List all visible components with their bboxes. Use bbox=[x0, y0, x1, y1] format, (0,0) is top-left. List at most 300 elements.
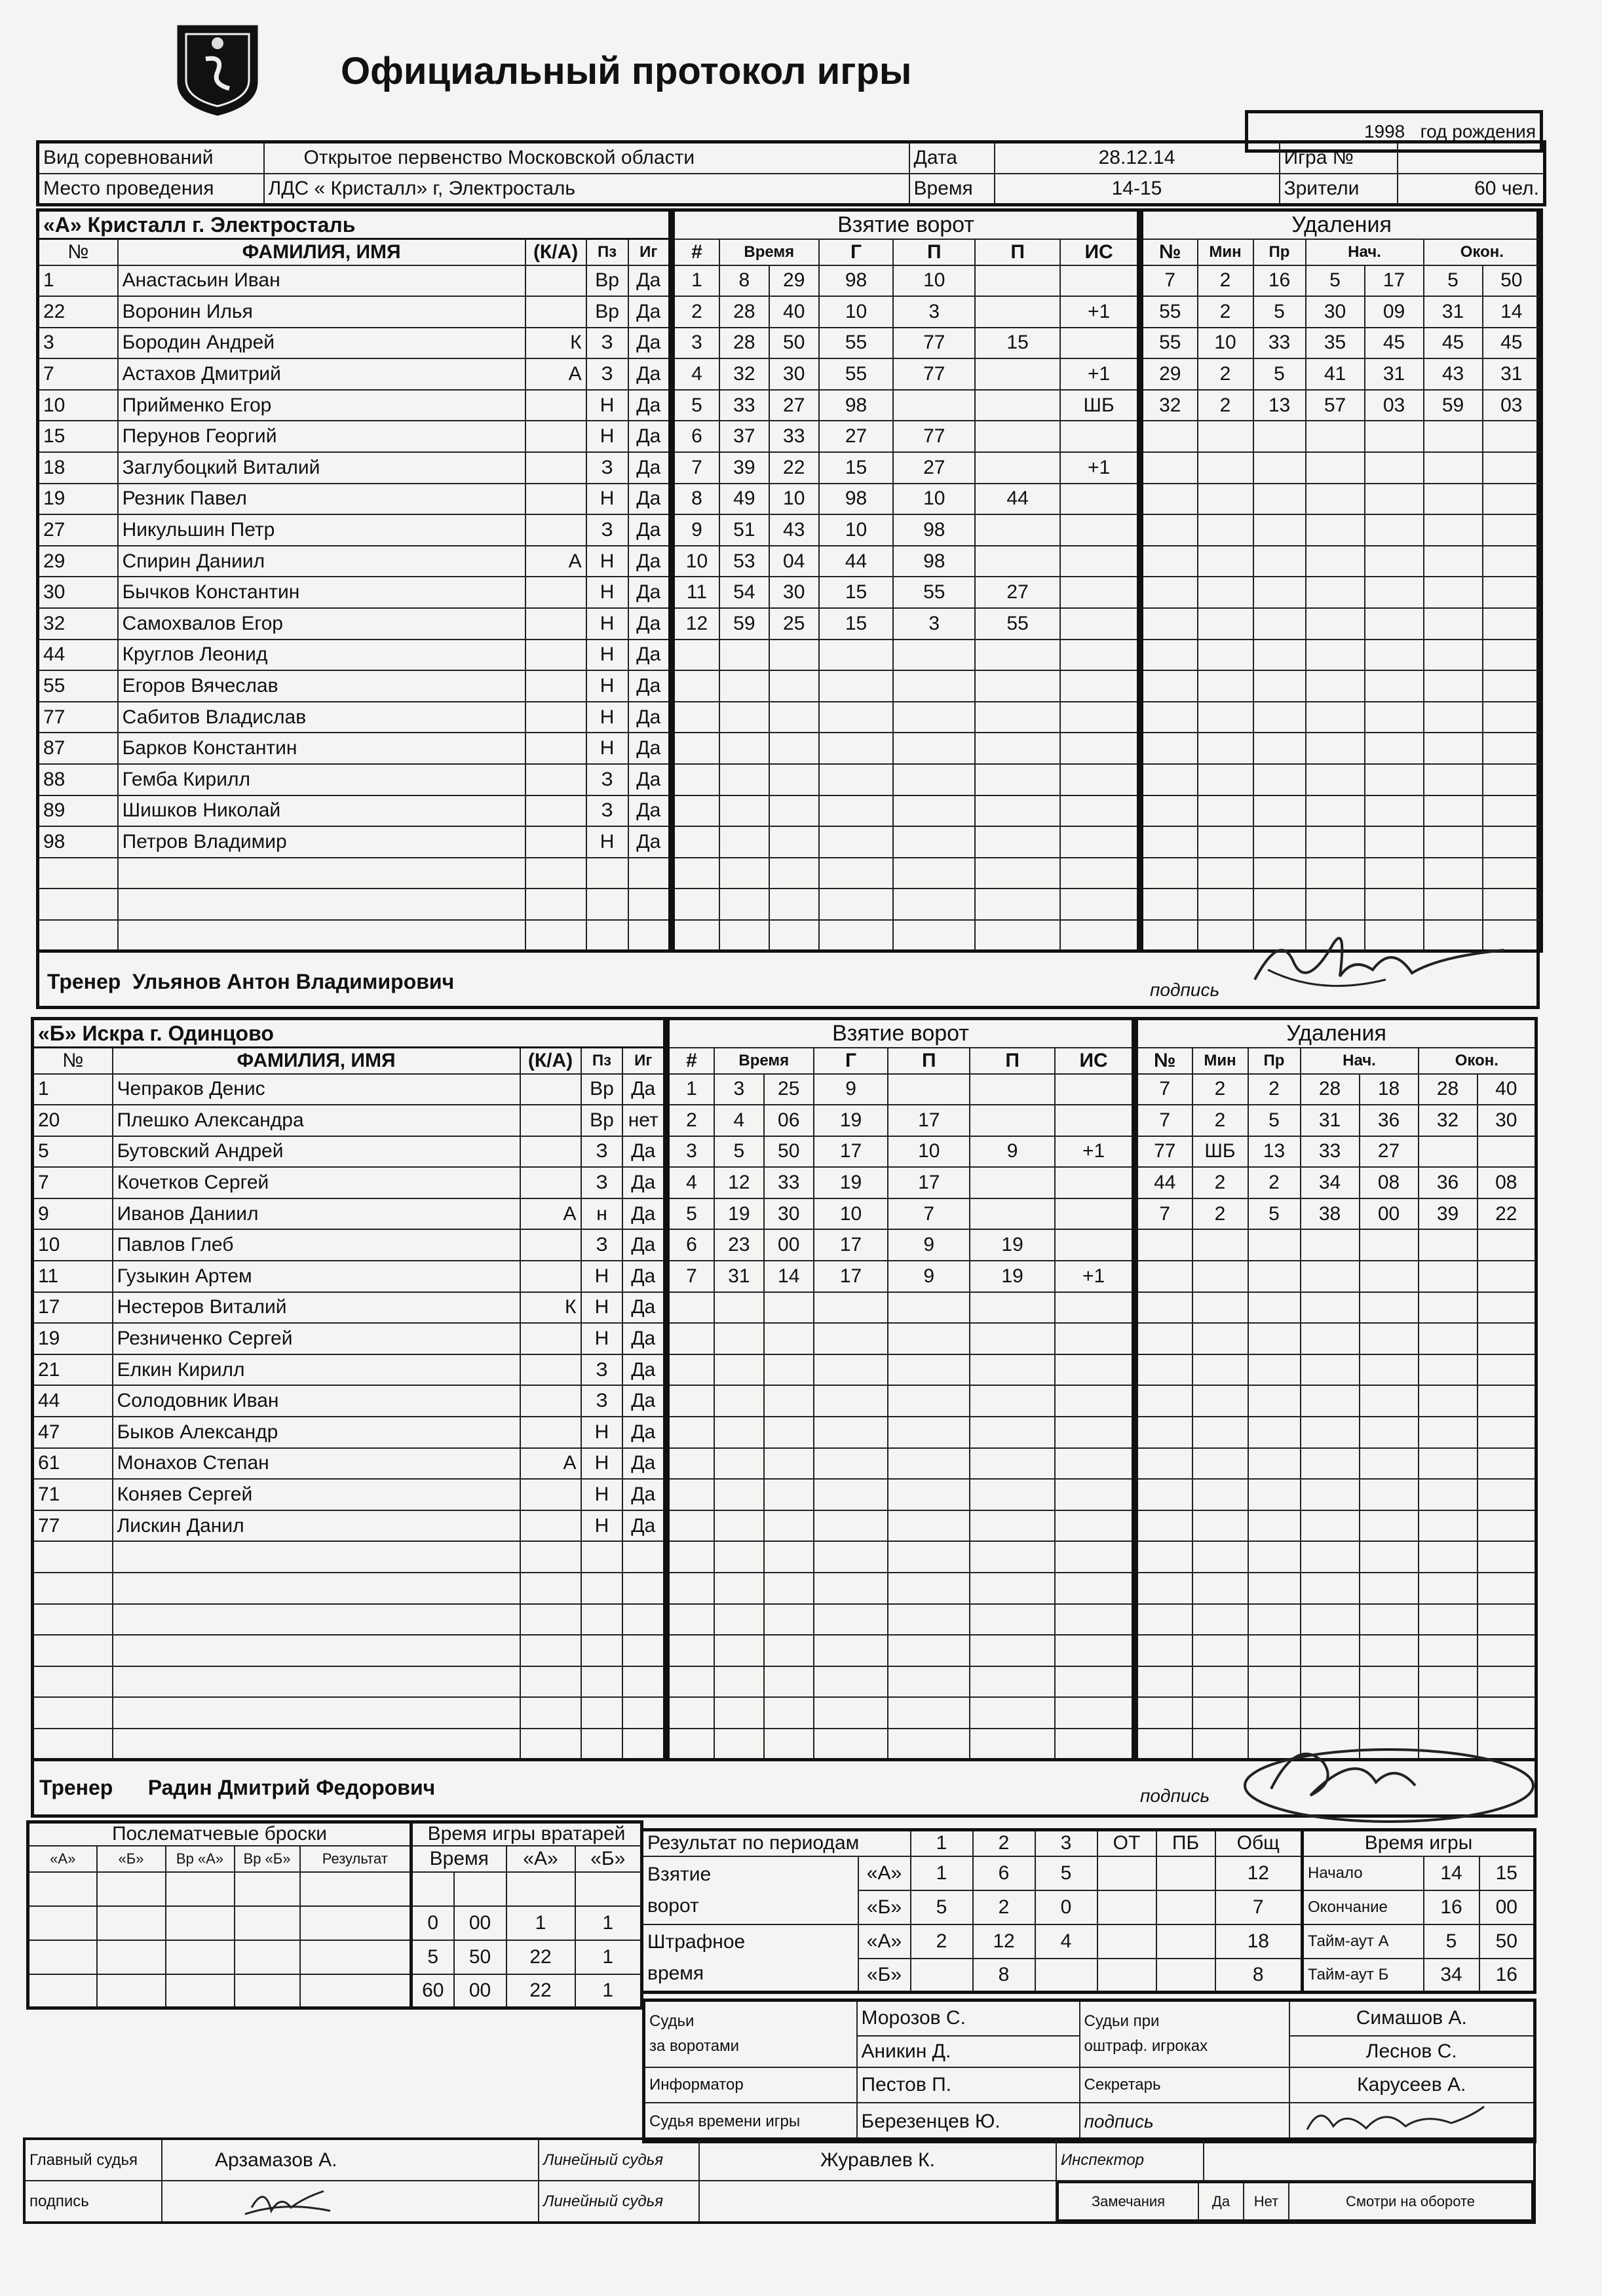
goalie-time-title: Время игры вратарей bbox=[411, 1822, 642, 1846]
goal-number: 3 bbox=[668, 1136, 714, 1168]
table-row bbox=[33, 1105, 665, 1136]
col-assist-2: П bbox=[975, 239, 1060, 265]
pen-player-number: 7 bbox=[1137, 1074, 1192, 1105]
goals-label: Взятие ворот bbox=[642, 1856, 858, 1924]
table-row bbox=[1137, 1385, 1536, 1417]
col-pz: Пз bbox=[586, 239, 628, 265]
goal-scorer: 10 bbox=[819, 514, 894, 546]
player-role bbox=[525, 296, 586, 328]
pen-start-sec: 09 bbox=[1365, 296, 1424, 328]
table-row bbox=[668, 1198, 1134, 1230]
pen-minutes: 2 bbox=[1198, 390, 1253, 421]
game-time-min: 5 bbox=[1424, 1924, 1479, 1959]
player-number: 47 bbox=[33, 1417, 113, 1448]
player-position: Вр bbox=[586, 296, 628, 328]
player-played: нет bbox=[622, 1105, 664, 1136]
pen-start-min: 33 bbox=[1301, 1136, 1360, 1168]
table-row bbox=[38, 920, 670, 951]
secretary-label: Секретарь bbox=[1080, 2067, 1289, 2103]
player-number: 1 bbox=[33, 1074, 113, 1105]
player-role bbox=[525, 608, 586, 640]
player-played: Да bbox=[628, 514, 670, 546]
secretary-signature-label: подпись bbox=[1080, 2103, 1289, 2142]
pen-minutes: 2 bbox=[1192, 1198, 1248, 1230]
table-row bbox=[1142, 296, 1542, 328]
period-value bbox=[1156, 1856, 1215, 1890]
shootout-col: «А» bbox=[28, 1846, 97, 1872]
player-role bbox=[520, 1136, 581, 1168]
pen-player-number: 55 bbox=[1142, 328, 1198, 359]
table-row bbox=[38, 826, 670, 858]
table-row bbox=[1137, 1323, 1536, 1354]
player-number: 5 bbox=[33, 1136, 113, 1168]
pen-player-number: 32 bbox=[1142, 390, 1198, 421]
player-played: Да bbox=[628, 608, 670, 640]
goal-scorer: 17 bbox=[814, 1136, 888, 1168]
player-name: Лискин Данил bbox=[113, 1510, 520, 1542]
table-row bbox=[33, 1261, 665, 1292]
pen-end-sec: 14 bbox=[1483, 296, 1542, 328]
table-row bbox=[1137, 1261, 1536, 1292]
pen-start-min: 28 bbox=[1301, 1074, 1360, 1105]
goal-judges-label: Судьи за воротами bbox=[644, 2000, 857, 2067]
player-name: Солодовник Иван bbox=[113, 1385, 520, 1417]
player-number: 1 bbox=[38, 265, 118, 297]
player-role bbox=[525, 764, 586, 795]
pen-minutes: 2 bbox=[1192, 1105, 1248, 1136]
player-number: 27 bbox=[38, 514, 118, 546]
player-played: Да bbox=[628, 328, 670, 359]
player-position: н bbox=[581, 1198, 623, 1230]
table-row bbox=[38, 795, 670, 827]
period-value: 6 bbox=[973, 1856, 1035, 1890]
game-time-sec: 16 bbox=[1479, 1959, 1535, 1993]
player-role bbox=[525, 702, 586, 733]
player-number: 22 bbox=[38, 296, 118, 328]
period-col: ОТ bbox=[1097, 1830, 1156, 1856]
table-row bbox=[1137, 1198, 1536, 1230]
goal-situation bbox=[1055, 1167, 1133, 1198]
game-time-sec: 50 bbox=[1479, 1924, 1535, 1959]
period-value bbox=[1097, 1924, 1156, 1959]
player-position: Н bbox=[581, 1510, 623, 1542]
player-name: Егоров Вячеслав bbox=[118, 670, 525, 702]
head-ref-signature-label: подпись bbox=[24, 2181, 162, 2223]
table-row bbox=[1142, 858, 1542, 889]
informer-value: Пестов П. bbox=[857, 2067, 1080, 2103]
player-number: 71 bbox=[33, 1479, 113, 1510]
player-name: Астахов Дмитрий bbox=[118, 358, 525, 390]
table-row bbox=[33, 1510, 665, 1542]
table-row bbox=[38, 546, 670, 577]
competition-label: Вид соревнований bbox=[38, 142, 264, 174]
goal-minute: 59 bbox=[719, 608, 769, 640]
table-row bbox=[33, 1666, 665, 1698]
table-row bbox=[1142, 764, 1542, 795]
player-name: Воронин Илья bbox=[118, 296, 525, 328]
goal-assist-2: 19 bbox=[970, 1229, 1055, 1261]
player-position: Вр bbox=[581, 1074, 623, 1105]
table-row bbox=[1142, 577, 1542, 608]
goal-second: 10 bbox=[769, 484, 819, 515]
goal-scorer: 98 bbox=[819, 484, 894, 515]
team-header: «Б» Искра г. Одинцово bbox=[33, 1019, 665, 1048]
player-number: 18 bbox=[38, 452, 118, 484]
player-played: Да bbox=[628, 795, 670, 827]
goal-situation bbox=[1060, 608, 1138, 640]
player-position: Н bbox=[581, 1448, 623, 1480]
col-num: № bbox=[38, 239, 118, 265]
goal-minute: 3 bbox=[714, 1074, 764, 1105]
player-position: З bbox=[581, 1354, 623, 1386]
period-value: 7 bbox=[1215, 1890, 1303, 1924]
pen-player-number: 29 bbox=[1142, 358, 1198, 390]
pen-minutes: 2 bbox=[1192, 1074, 1248, 1105]
table-row bbox=[38, 608, 670, 640]
game-time-label: Тайм-аут А bbox=[1303, 1924, 1424, 1959]
time-label: Время bbox=[909, 174, 995, 205]
period-value: 0 bbox=[1035, 1890, 1097, 1924]
goal-scorer: 98 bbox=[819, 390, 894, 421]
inspector-value bbox=[1204, 2139, 1535, 2181]
table-row bbox=[1142, 733, 1542, 764]
player-position: Вр bbox=[581, 1105, 623, 1136]
table-row bbox=[1303, 1924, 1535, 1959]
game-info-table bbox=[36, 140, 1546, 206]
goal-assist-2 bbox=[975, 514, 1060, 546]
col-ka: (К/А) bbox=[525, 239, 586, 265]
goal-second: 25 bbox=[769, 608, 819, 640]
pen-minutes: 2 bbox=[1198, 265, 1253, 297]
player-position: З bbox=[581, 1136, 623, 1168]
player-position: З bbox=[581, 1167, 623, 1198]
col-name: ФАМИЛИЯ, ИМЯ bbox=[113, 1048, 520, 1074]
col-pen-start: Нач. bbox=[1301, 1048, 1419, 1074]
pen-start-min: 41 bbox=[1306, 358, 1365, 390]
player-played: Да bbox=[628, 358, 670, 390]
table-row bbox=[38, 265, 670, 297]
line-ref-label-2: Линейный судья bbox=[539, 2181, 699, 2223]
table-row bbox=[1137, 1136, 1536, 1168]
table-row bbox=[668, 1479, 1134, 1510]
col-pen-minutes: Мин bbox=[1198, 239, 1253, 265]
player-name: Перунов Георгий bbox=[118, 421, 525, 452]
spectators-value: 60 чел. bbox=[1398, 174, 1545, 205]
head-ref-label: Главный судья bbox=[24, 2139, 162, 2181]
table-row bbox=[674, 608, 1139, 640]
table-row bbox=[33, 1385, 665, 1417]
pen-reason: 16 bbox=[1253, 265, 1306, 297]
player-position: Н bbox=[586, 421, 628, 452]
game-time-label: Окончание bbox=[1303, 1890, 1424, 1924]
goal-second: 33 bbox=[769, 421, 819, 452]
player-played: Да bbox=[628, 764, 670, 795]
goal-situation bbox=[1055, 1105, 1133, 1136]
venue-label: Место проведения bbox=[38, 174, 264, 205]
player-position: Н bbox=[586, 546, 628, 577]
goal-minute: 39 bbox=[719, 452, 769, 484]
goal-number: 5 bbox=[674, 390, 719, 421]
goal-situation bbox=[1060, 265, 1138, 297]
player-role: А bbox=[525, 546, 586, 577]
spectators-label: Зрители bbox=[1280, 174, 1398, 205]
player-role bbox=[520, 1167, 581, 1198]
goal-situation bbox=[1055, 1074, 1133, 1105]
player-played: Да bbox=[628, 421, 670, 452]
pen-start-sec: 45 bbox=[1365, 328, 1424, 359]
table-row bbox=[38, 390, 670, 421]
player-role bbox=[520, 1385, 581, 1417]
goal-number: 5 bbox=[668, 1198, 714, 1230]
goal-assist-1: 17 bbox=[888, 1105, 970, 1136]
goal-assist-2: 27 bbox=[975, 577, 1060, 608]
table-row bbox=[411, 1940, 642, 1974]
player-name: Гузыкин Артем bbox=[113, 1261, 520, 1292]
table-row bbox=[674, 452, 1139, 484]
goal-number: 6 bbox=[668, 1229, 714, 1261]
secretary-signature bbox=[1289, 2103, 1535, 2142]
player-role bbox=[525, 390, 586, 421]
table-row bbox=[1142, 826, 1542, 858]
goal-minute: 23 bbox=[714, 1229, 764, 1261]
player-role bbox=[525, 452, 586, 484]
player-role bbox=[520, 1105, 581, 1136]
period-value bbox=[1156, 1924, 1215, 1959]
goal-scorer: 27 bbox=[819, 421, 894, 452]
game-time-label: Начало bbox=[1303, 1856, 1424, 1890]
col-assist-1: П bbox=[893, 239, 975, 265]
player-position: З bbox=[586, 358, 628, 390]
penalties-title: Удаления bbox=[1142, 210, 1542, 239]
game-time-title: Время игры bbox=[1303, 1830, 1535, 1856]
period-value: 4 bbox=[1035, 1924, 1097, 1959]
player-played: Да bbox=[622, 1074, 664, 1105]
pen-reason: 5 bbox=[1253, 358, 1306, 390]
table-row bbox=[668, 1729, 1134, 1760]
goal-minute: 32 bbox=[719, 358, 769, 390]
goal-second: 40 bbox=[769, 296, 819, 328]
table-row bbox=[38, 702, 670, 733]
player-number: 9 bbox=[33, 1198, 113, 1230]
player-name: Гемба Кирилл bbox=[118, 764, 525, 795]
pen-reason: 5 bbox=[1248, 1105, 1301, 1136]
player-name: Чепраков Денис bbox=[113, 1074, 520, 1105]
game-time-sec: 15 bbox=[1479, 1856, 1535, 1890]
table-row bbox=[33, 1604, 665, 1636]
table-row bbox=[1137, 1479, 1536, 1510]
goal-number: 8 bbox=[674, 484, 719, 515]
goal-assist-2 bbox=[970, 1198, 1055, 1230]
goal-assist-2: 55 bbox=[975, 608, 1060, 640]
game-time-sec: 00 bbox=[1479, 1890, 1535, 1924]
informer-label: Информатор bbox=[644, 2067, 857, 2103]
player-played: Да bbox=[628, 702, 670, 733]
player-number: 20 bbox=[33, 1105, 113, 1136]
period-value bbox=[1035, 1959, 1097, 1993]
pen-minutes: 2 bbox=[1198, 296, 1253, 328]
pen-start-sec: 00 bbox=[1360, 1198, 1419, 1230]
date-label: Дата bbox=[909, 142, 995, 174]
table-row bbox=[668, 1105, 1134, 1136]
player-name: Монахов Степан bbox=[113, 1448, 520, 1480]
goal-assist-1: 77 bbox=[893, 358, 975, 390]
player-name: Самохвалов Егор bbox=[118, 608, 525, 640]
table-row bbox=[33, 1573, 665, 1604]
goal-second: 14 bbox=[764, 1261, 814, 1292]
pen-reason: 13 bbox=[1253, 390, 1306, 421]
player-name: Елкин Кирилл bbox=[113, 1354, 520, 1386]
player-role bbox=[525, 640, 586, 671]
table-row bbox=[668, 1261, 1134, 1292]
table-row bbox=[674, 328, 1139, 359]
period-value: 12 bbox=[973, 1924, 1035, 1959]
goal-assist-2 bbox=[970, 1074, 1055, 1105]
timekeeper-label: Судья времени игры bbox=[644, 2103, 857, 2142]
pen-minutes: 2 bbox=[1198, 358, 1253, 390]
player-number: 19 bbox=[33, 1323, 113, 1354]
goal-scorer: 19 bbox=[814, 1105, 888, 1136]
col-assist-1: П bbox=[888, 1048, 970, 1074]
goal-number: 1 bbox=[674, 265, 719, 297]
pim-b-tag: «Б» bbox=[858, 1959, 911, 1993]
table-row bbox=[668, 1167, 1134, 1198]
gk-minute: 60 bbox=[411, 1974, 454, 2008]
table-row bbox=[33, 1354, 665, 1386]
remarks-table bbox=[1057, 2181, 1533, 2221]
player-position: Н bbox=[586, 702, 628, 733]
league-logo bbox=[172, 20, 263, 121]
col-pen-number: № bbox=[1137, 1048, 1192, 1074]
player-played: Да bbox=[628, 390, 670, 421]
pen-end-sec: 22 bbox=[1478, 1198, 1536, 1230]
table-row bbox=[411, 1974, 642, 2008]
shootout-title: Послематчевые броски bbox=[28, 1822, 411, 1846]
table-row bbox=[38, 421, 670, 452]
col-goal-time: Время bbox=[719, 239, 819, 265]
table-row bbox=[674, 764, 1139, 795]
table-row bbox=[668, 1541, 1134, 1573]
player-name: Быков Александр bbox=[113, 1417, 520, 1448]
player-number: 98 bbox=[38, 826, 118, 858]
table-row bbox=[38, 733, 670, 764]
player-name: Бутовский Андрей bbox=[113, 1136, 520, 1168]
goal-situation: +1 bbox=[1055, 1136, 1133, 1168]
team-b-coach: Тренер Радин Дмитрий Федорович bbox=[39, 1776, 436, 1799]
goal-assist-2 bbox=[975, 546, 1060, 577]
player-number: 21 bbox=[33, 1354, 113, 1386]
table-row bbox=[668, 1074, 1134, 1105]
player-played: Да bbox=[622, 1417, 664, 1448]
player-played: Да bbox=[622, 1385, 664, 1417]
goal-assist-1: 9 bbox=[888, 1261, 970, 1292]
goal-assist-1: 3 bbox=[893, 608, 975, 640]
goal-judge-2: Аникин Д. bbox=[857, 2036, 1080, 2067]
pen-minutes: 10 bbox=[1198, 328, 1253, 359]
period-value: 5 bbox=[1035, 1856, 1097, 1890]
goal-second: 30 bbox=[764, 1198, 814, 1230]
player-name: Спирин Даниил bbox=[118, 546, 525, 577]
goal-situation bbox=[1060, 484, 1138, 515]
team-a-goals bbox=[672, 208, 1140, 953]
pen-end-min: 45 bbox=[1424, 328, 1483, 359]
player-name: Заглубоцкий Виталий bbox=[118, 452, 525, 484]
goal-second: 04 bbox=[769, 546, 819, 577]
goalie-time-table bbox=[410, 1820, 643, 2010]
table-row bbox=[1137, 1510, 1536, 1542]
table-row bbox=[1142, 390, 1542, 421]
col-pen-end: Окон. bbox=[1419, 1048, 1536, 1074]
table-row bbox=[668, 1323, 1134, 1354]
table-row bbox=[1137, 1573, 1536, 1604]
player-position: Н bbox=[581, 1417, 623, 1448]
goal-situation: +1 bbox=[1055, 1261, 1133, 1292]
col-goal-scorer: Г bbox=[819, 239, 894, 265]
period-value: 2 bbox=[911, 1924, 973, 1959]
goal-assist-2 bbox=[970, 1105, 1055, 1136]
player-played: Да bbox=[622, 1354, 664, 1386]
team-a-roster bbox=[36, 208, 672, 953]
player-position: З bbox=[586, 795, 628, 827]
goal-assist-1: 77 bbox=[893, 328, 975, 359]
player-role bbox=[520, 1074, 581, 1105]
pen-end-sec: 03 bbox=[1483, 390, 1542, 421]
col-goal-no: # bbox=[674, 239, 719, 265]
team-b-signature bbox=[1225, 1723, 1540, 1831]
goals-a-tag: «А» bbox=[858, 1856, 911, 1890]
table-row bbox=[1137, 1229, 1536, 1261]
goalie-time-col: Время bbox=[411, 1846, 506, 1872]
col-pen-reason: Пр bbox=[1253, 239, 1306, 265]
pen-end-sec: 30 bbox=[1478, 1105, 1536, 1136]
table-row bbox=[668, 1448, 1134, 1480]
date-value: 28.12.14 bbox=[995, 142, 1280, 174]
goal-scorer: 15 bbox=[819, 577, 894, 608]
player-number: 19 bbox=[38, 484, 118, 515]
pen-end-min: 59 bbox=[1424, 390, 1483, 421]
pen-end-min: 43 bbox=[1424, 358, 1483, 390]
player-position: З bbox=[586, 764, 628, 795]
player-played: Да bbox=[622, 1323, 664, 1354]
col-pen-reason: Пр bbox=[1248, 1048, 1301, 1074]
goal-assist-1: 17 bbox=[888, 1167, 970, 1198]
player-role bbox=[520, 1261, 581, 1292]
player-position: Н bbox=[581, 1479, 623, 1510]
pen-end-sec: 08 bbox=[1478, 1167, 1536, 1198]
pen-reason: 33 bbox=[1253, 328, 1306, 359]
player-name: Резник Павел bbox=[118, 484, 525, 515]
goal-minute: 49 bbox=[719, 484, 769, 515]
player-name: Кочетков Сергей bbox=[113, 1167, 520, 1198]
period-col: 2 bbox=[973, 1830, 1035, 1856]
period-results-title: Результат по периодам bbox=[642, 1830, 911, 1856]
goal-situation bbox=[1055, 1229, 1133, 1261]
table-row bbox=[668, 1229, 1134, 1261]
player-number: 15 bbox=[38, 421, 118, 452]
col-name: ФАМИЛИЯ, ИМЯ bbox=[118, 239, 525, 265]
goal-assist-1: 98 bbox=[893, 546, 975, 577]
col-goal-no: # bbox=[668, 1048, 714, 1074]
team-b-penalties bbox=[1135, 1017, 1538, 1761]
player-played: Да bbox=[622, 1136, 664, 1168]
goal-situation bbox=[1060, 514, 1138, 546]
player-role bbox=[520, 1229, 581, 1261]
goal-scorer: 98 bbox=[819, 265, 894, 297]
period-col: 1 bbox=[911, 1830, 973, 1856]
table-row bbox=[1137, 1417, 1536, 1448]
goal-scorer: 17 bbox=[814, 1261, 888, 1292]
pen-start-min: 35 bbox=[1306, 328, 1365, 359]
goal-second: 27 bbox=[769, 390, 819, 421]
